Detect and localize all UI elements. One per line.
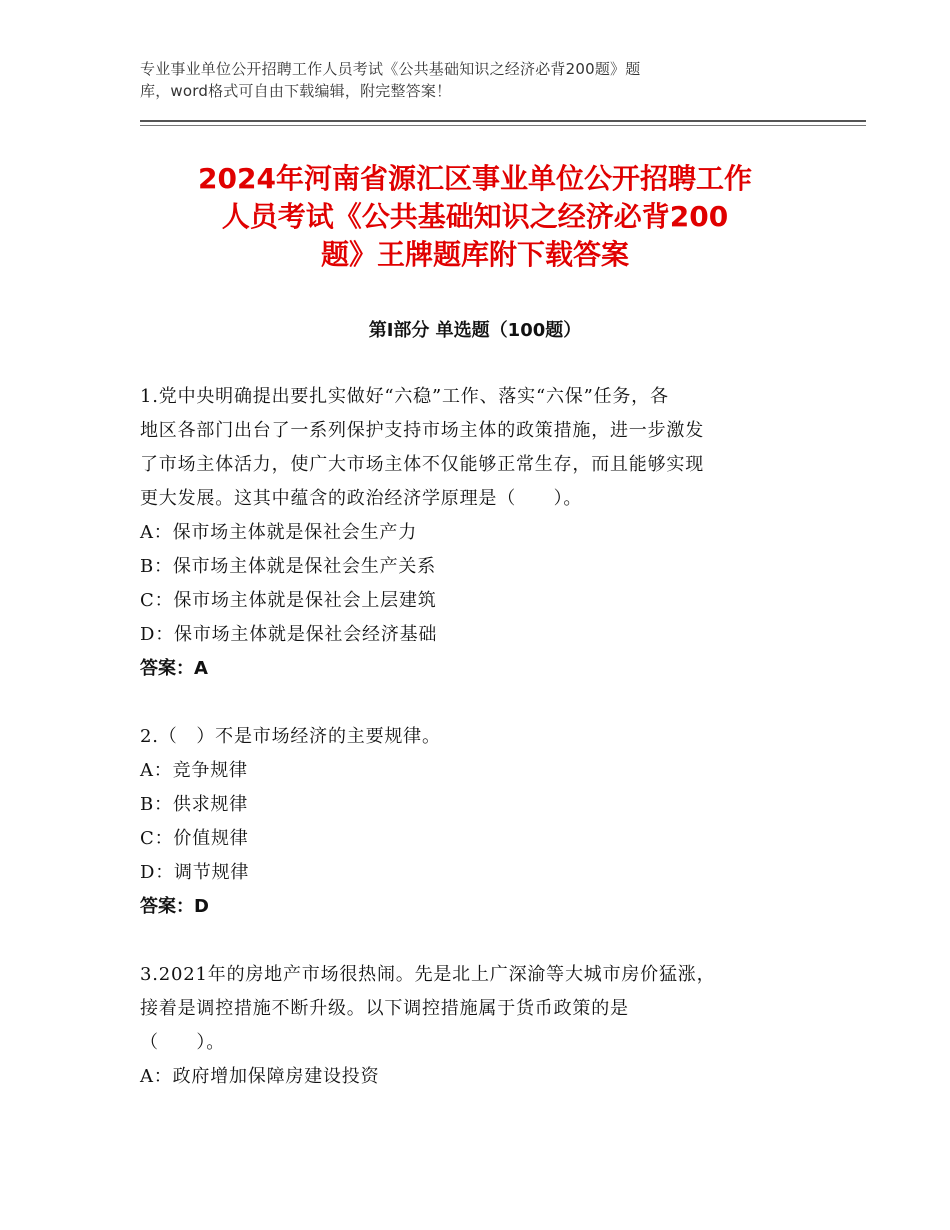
header-note-line: 专业事业单位公开招聘工作人员考试《公共基础知识之经济必背200题》题	[140, 60, 641, 78]
question-2-option-a: A：竞争规律	[140, 760, 248, 781]
question-2-option-c: C：价值规律	[140, 828, 249, 849]
question-2-answer: 答案：D	[140, 896, 209, 917]
question-1-option-a: A：保市场主体就是保社会生产力	[140, 522, 417, 543]
question-1-stem	[140, 380, 800, 516]
question-1-option-d: D：保市场主体就是保社会经济基础	[140, 624, 438, 645]
question-3-option-a: A：政府增加保障房建设投资	[140, 1066, 380, 1087]
stem-line: 3.2021年的房地产市场很热闹。先是北上广深渝等大城市房价猛涨，	[140, 964, 716, 985]
stem-line: 了市场主体活力，使广大市场主体不仅能够正常生存，而且能够实现	[140, 454, 704, 475]
stem-line: 地区各部门出台了一系列保护支持市场主体的政策措施，进一步激发	[140, 420, 704, 441]
section-heading: 第Ⅰ部分 单选题（100题）	[368, 320, 582, 341]
header-note-line: 库，word格式可自由下载编辑，附完整答案！	[140, 82, 452, 100]
title-line: 题》王牌题库附下载答案	[320, 238, 629, 271]
header-note	[140, 58, 780, 102]
title-line: 人员考试《公共基础知识之经济必背200	[221, 200, 729, 233]
question-1-option-c: C：保市场主体就是保社会上层建筑	[140, 590, 437, 611]
document-title	[130, 160, 820, 274]
question-2-option-b: B：供求规律	[140, 794, 249, 815]
question-1-answer: 答案：A	[140, 658, 208, 679]
header-rule	[140, 120, 866, 122]
stem-line: 2.（ ）不是市场经济的主要规律。	[140, 726, 441, 747]
title-line: 2024年河南省源汇区事业单位公开招聘工作	[198, 162, 752, 195]
header-rule-thin	[140, 125, 866, 126]
stem-line: （ ）。	[140, 1032, 225, 1053]
stem-line: 1.党中央明确提出要扎实做好“六稳”工作、落实“六保”任务，各	[140, 386, 669, 407]
question-2-stem	[140, 720, 800, 754]
stem-line: 接着是调控措施不断升级。以下调控措施属于货币政策的是	[140, 998, 629, 1019]
question-2-option-d: D：调节规律	[140, 862, 250, 883]
question-1-option-b: B：保市场主体就是保社会生产关系	[140, 556, 437, 577]
question-3-stem	[140, 958, 800, 1060]
stem-line: 更大发展。这其中蕴含的政治经济学原理是（ ）。	[140, 488, 583, 509]
